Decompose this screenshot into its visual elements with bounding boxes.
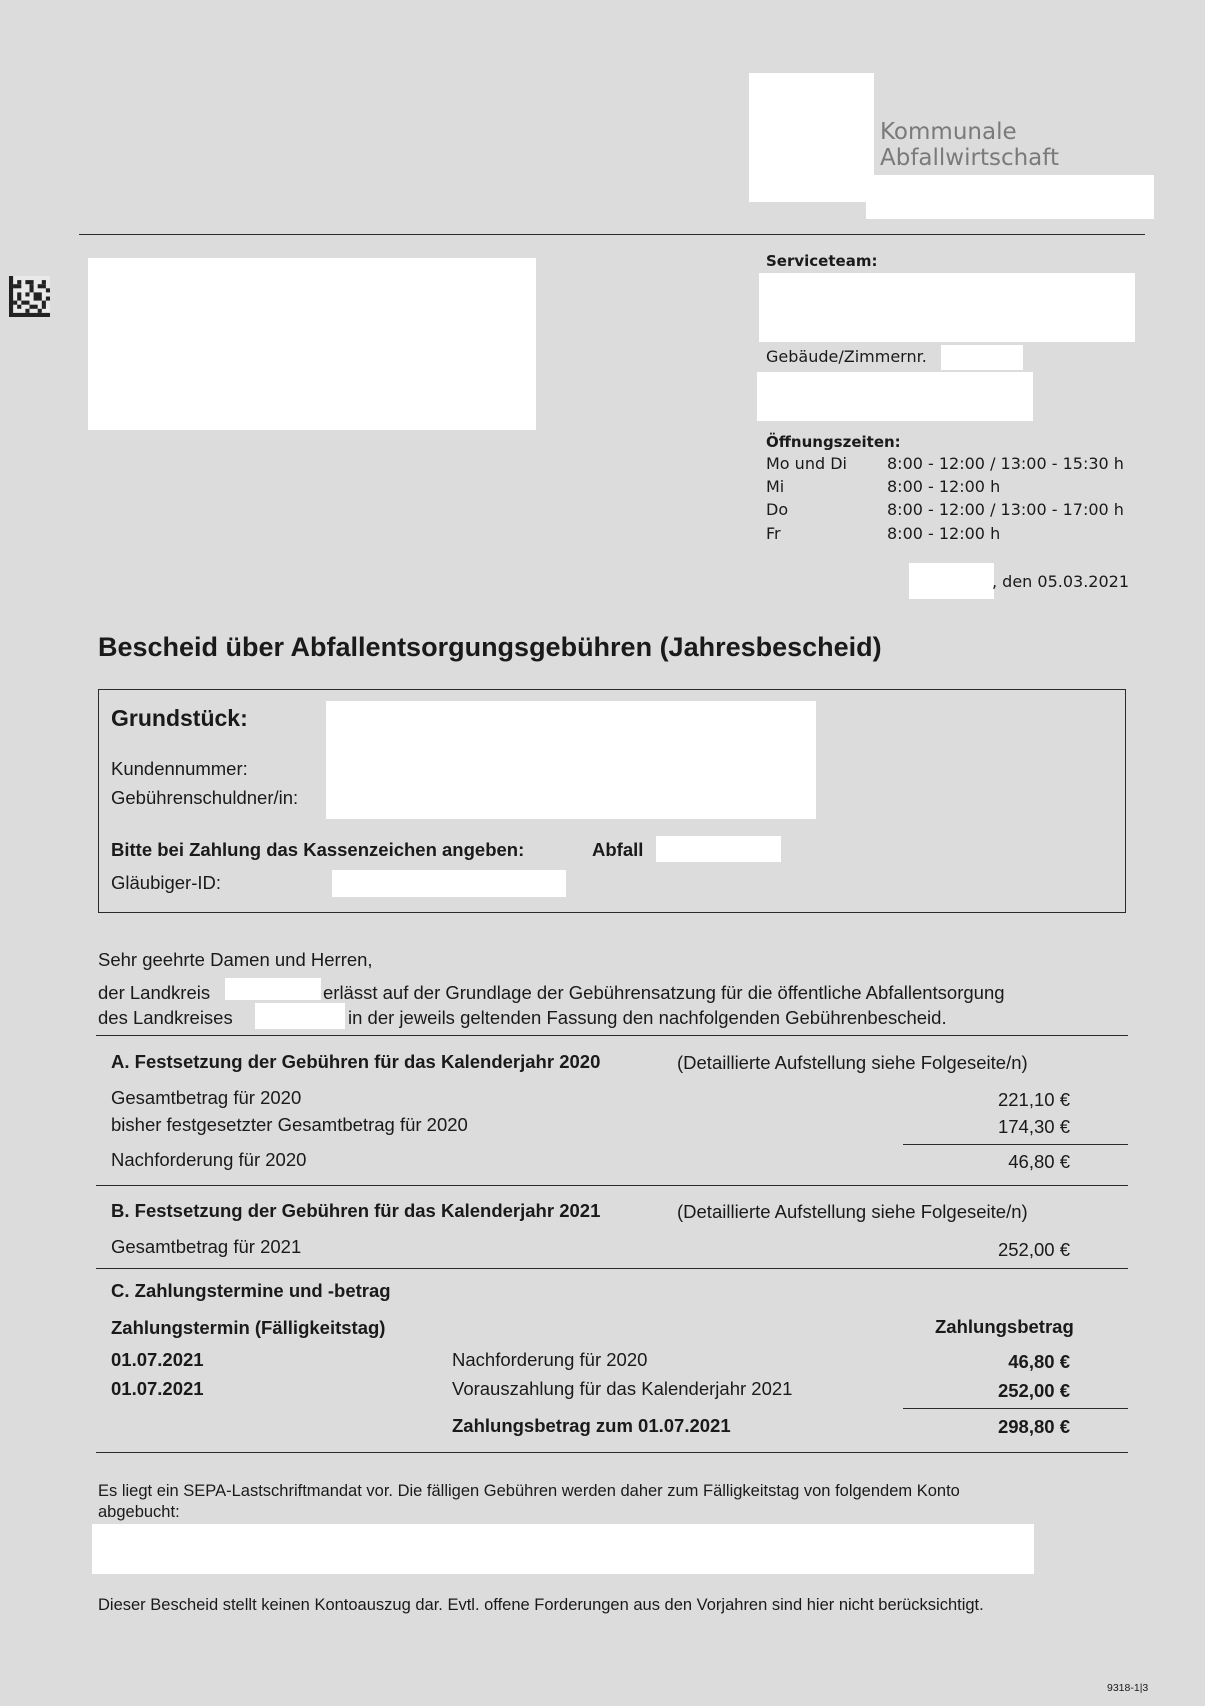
hours-time-2: 8:00 - 12:00 / 13:00 - 17:00 h [887, 500, 1124, 519]
redacted-logo [749, 73, 874, 202]
payment-total-label: Zahlungsbetrag zum 01.07.2021 [452, 1415, 731, 1436]
section-a-row-amount: 221,10 € [997, 1089, 1070, 1110]
payment-date-column-header: Zahlungstermin (Fälligkeitstag) [111, 1317, 386, 1338]
sepa-text-line2: abgebucht: [98, 1503, 180, 1521]
sepa-text-line1: Es liegt ein SEPA-Lastschriftmandat vor. Die fälligen Gebühren werden daher zum Fälligkeitstag von folgendem Konto [98, 1482, 960, 1500]
redacted-creditor-id [332, 870, 566, 897]
creditor-id-label: Gläubiger-ID: [111, 872, 222, 893]
payment-date: 01.07.2021 [111, 1378, 204, 1399]
salutation: Sehr geehrte Damen und Herren, [98, 949, 373, 970]
room-label: Gebäude/Zimmernr. [766, 347, 927, 366]
section-a-row-label: bisher festgesetzter Gesamtbetrag für 2020 [111, 1114, 468, 1135]
payment-amount: 252,00 € [997, 1380, 1070, 1401]
redacted-service-team [759, 273, 1135, 342]
intro-line1-start: der Landkreis [98, 982, 211, 1003]
section-b-heading: B. Festsetzung der Gebühren für das Kalenderjahr 2021 [111, 1200, 601, 1221]
redacted-property-details [326, 701, 816, 819]
hours-day-0: Mo und Di [766, 454, 847, 473]
section-c-heading: C. Zahlungstermine und -betrag [111, 1280, 391, 1301]
divider-a [96, 1185, 1128, 1186]
hours-time-1: 8:00 - 12:00 h [887, 477, 1001, 496]
service-team-label: Serviceteam: [766, 252, 878, 270]
header-divider [79, 234, 1145, 235]
hours-day-2: Do [766, 500, 789, 519]
hours-time-0: 8:00 - 12:00 / 13:00 - 15:30 h [887, 454, 1124, 473]
section-a-row-label: Gesamtbetrag für 2020 [111, 1087, 302, 1108]
divider-b [96, 1268, 1128, 1269]
cash-reference-label: Bitte bei Zahlung das Kassenzeichen angeben: [111, 839, 525, 860]
section-a-note: (Detaillierte Aufstellung siehe Folgeseite/n) [677, 1052, 1028, 1073]
redacted-district-name-2 [255, 1003, 345, 1029]
hours-day-3: Fr [766, 524, 781, 543]
cash-reference-value: Abfall [592, 839, 644, 860]
section-b-row-label: Gesamtbetrag für 2021 [111, 1236, 302, 1257]
section-b-note: (Detaillierte Aufstellung siehe Folgeseite/n) [677, 1201, 1028, 1222]
fee-debtor-label: Gebührenschuldner/in: [111, 787, 299, 808]
redacted-cash-reference [656, 836, 781, 862]
redacted-room-number [941, 345, 1023, 370]
logo-line-1: Kommunale [880, 119, 1017, 145]
page-code: 9318-1|3 [1107, 1682, 1149, 1694]
payment-total-amount: 298,80 € [997, 1416, 1070, 1437]
payment-description: Vorauszahlung für das Kalenderjahr 2021 [452, 1378, 793, 1399]
page-title: Bescheid über Abfallentsorgungsgebühren (Jahresbescheid) [98, 632, 882, 662]
letter-date: , den 05.03.2021 [992, 572, 1130, 591]
payment-amount-column-header: Zahlungsbetrag [935, 1316, 1074, 1337]
redacted-city [909, 563, 994, 599]
hours-day-1: Mi [766, 477, 785, 496]
footer-note: Dieser Bescheid stellt keinen Kontoauszug dar. Evtl. offene Forderungen aus den Vorjahren sind hier nicht berücksichtigt. [98, 1596, 984, 1614]
logo-line-2: Abfallwirtschaft [880, 145, 1059, 171]
divider-intro [96, 1035, 1128, 1036]
section-a-row-amount: 174,30 € [997, 1116, 1070, 1137]
hours-time-3: 8:00 - 12:00 h [887, 524, 1001, 543]
redacted-bank-account [92, 1524, 1034, 1574]
redacted-district-name-1 [225, 978, 321, 1000]
opening-hours-label: Öffnungszeiten: [766, 433, 901, 451]
intro-line2-start: des Landkreises [98, 1007, 233, 1028]
redacted-contact [757, 372, 1033, 421]
subtotal-line-c [903, 1408, 1128, 1409]
intro-line1-end: erlässt auf der Grundlage der Gebührensatzung für die öffentliche Abfallentsorgung [323, 982, 1005, 1003]
customer-number-label: Kundennummer: [111, 758, 248, 779]
payment-description: Nachforderung für 2020 [452, 1349, 648, 1370]
section-a-row-label: Nachforderung für 2020 [111, 1149, 307, 1170]
divider-c [96, 1452, 1128, 1453]
payment-amount: 46,80 € [1008, 1351, 1070, 1372]
payment-date: 01.07.2021 [111, 1349, 204, 1370]
redacted-address [88, 258, 536, 430]
datamatrix-code [9, 276, 50, 317]
section-a-heading: A. Festsetzung der Gebühren für das Kalenderjahr 2020 [111, 1051, 601, 1072]
property-label: Grundstück: [111, 705, 248, 731]
intro-line2-end: in der jeweils geltenden Fassung den nachfolgenden Gebührenbescheid. [348, 1007, 947, 1028]
section-a-row-amount: 46,80 € [1008, 1151, 1070, 1172]
redacted-logo-subtitle [866, 175, 1154, 219]
subtotal-line-a [903, 1144, 1128, 1145]
section-b-row-amount: 252,00 € [997, 1239, 1070, 1260]
